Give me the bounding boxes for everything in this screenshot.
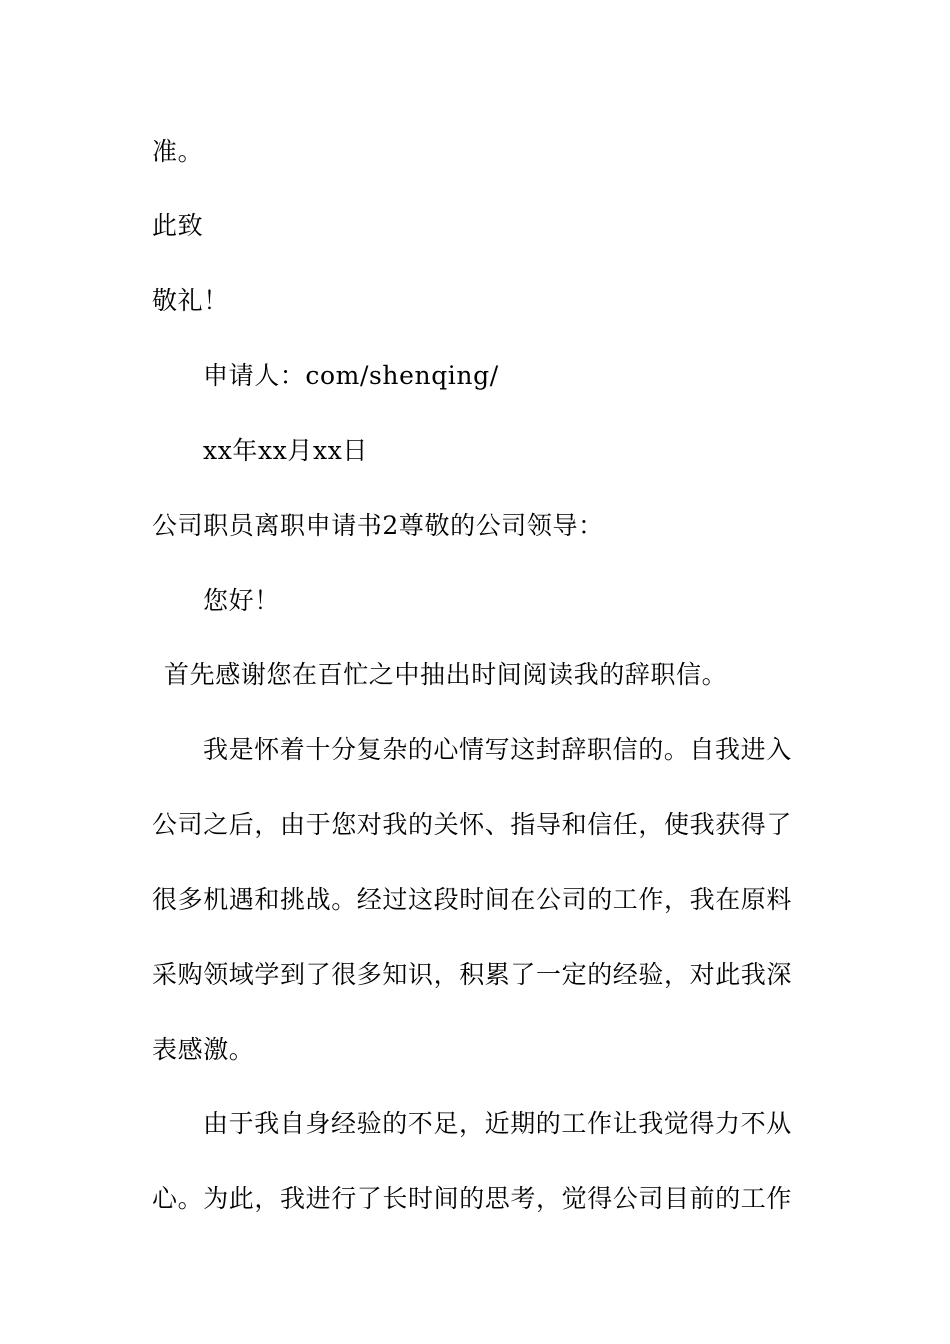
greeting-line: 您好！ xyxy=(203,586,280,615)
paragraph-line: 表感激。 xyxy=(152,1035,255,1064)
paragraph-line: 我是怀着十分复杂的心情写这封辞职信的。自我进入 xyxy=(203,735,792,764)
paragraph-line: 公司之后，由于您对我的关怀、指导和信任，使我获得了 xyxy=(152,810,793,839)
paragraph-line: 采购领域学到了很多知识，积累了一定的经验，对此我深 xyxy=(152,960,793,989)
date-line: xx年xx月xx日 xyxy=(203,436,368,465)
letter-heading: 公司职员离职申请书2尊敬的公司领导： xyxy=(152,511,604,540)
paragraph-line: 心。为此，我进行了长时间的思考，觉得公司目前的工作 xyxy=(152,1184,793,1213)
applicant-line: 申请人：com/shenqing/ xyxy=(203,361,499,390)
text-line-salute: 敬礼！ xyxy=(152,286,229,315)
text-line-approval: 准。 xyxy=(152,137,204,166)
paragraph-line: 由于我自身经验的不足，近期的工作让我觉得力不从 xyxy=(203,1109,792,1138)
paragraph-line: 很多机遇和挑战。经过这段时间在公司的工作，我在原料 xyxy=(152,885,793,914)
text-line-closing: 此致 xyxy=(152,211,204,240)
paragraph-line: 首先感谢您在百忙之中抽出时间阅读我的辞职信。 xyxy=(164,660,728,689)
